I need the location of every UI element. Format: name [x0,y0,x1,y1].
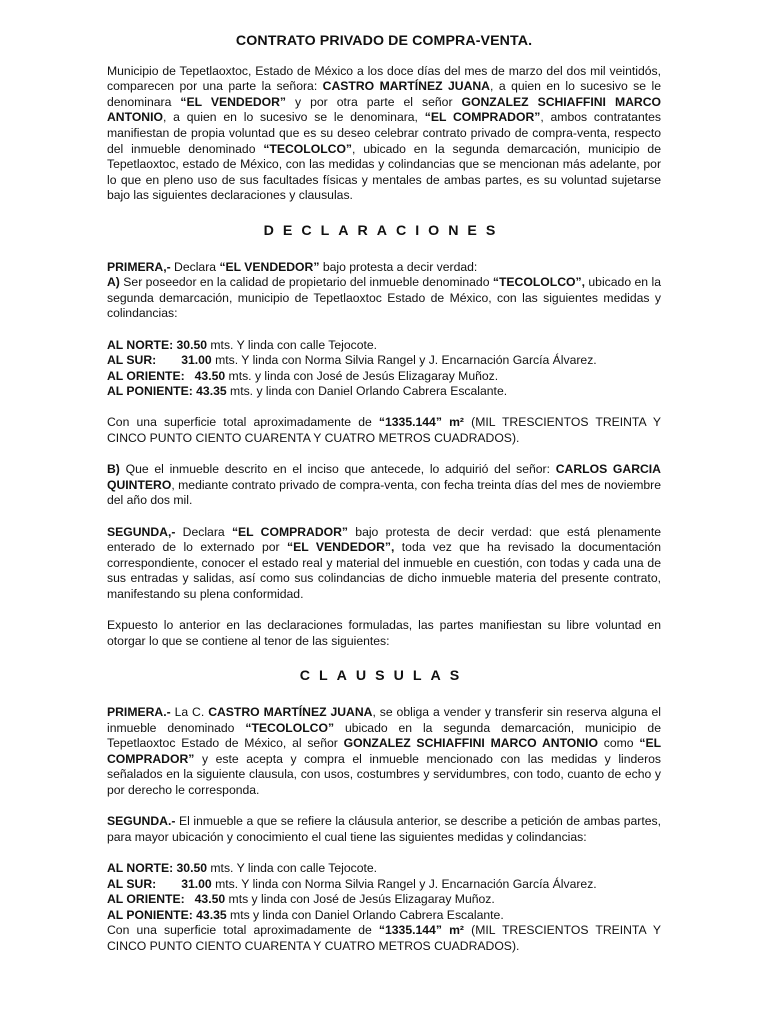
surface-text: Con una superficie total aproximadamente de [107,923,379,938]
measure-label: AL NORTE: 30.50 [107,337,208,352]
clause-text: como [597,736,640,751]
surface-text: Con una superficie total aproximadamente de [107,415,379,430]
measure-label: AL NORTE: 30.50 [107,860,208,875]
seller-name: CASTRO MARTÍNEZ JUANA [208,704,373,719]
property-name: “TECOLOLCO” [245,720,335,735]
clause-text: La C. [170,704,209,719]
expuesto-paragraph: Expuesto lo anterior en las declaraciones formuladas, las partes manifiestan su libre voluntad en otorgar lo que se contiene al tenor de las siguientes: [107,618,661,648]
intro-text: , ubicado en la segunda demarcación, municipio de Tepetlaoxtoc, estado de México, con las medidas y colindancias que se mencionan más adelante, por lo que en pleno uso de sus facultades físicas y mentales de ambas partes, es su voluntad sujetarse bajo las siguientes declaraciones y clausulas. [107,141,661,203]
seller-name: CASTRO MARTÍNEZ JUANA [322,79,490,94]
surface-paragraph-1 [107,415,661,446]
clause-text: y este acepta y compra el inmueble mencionado con las medidas y linderos señalados en la siguiente clausula, con usos, costumbres y servidumbres, con todo, cuanto de echo y por derecho le corresponda. [107,751,661,797]
clause-text: bajo protesta a decir verdad: [319,259,478,274]
document-title: CONTRATO PRIVADO DE COMPRA-VENTA. [235,33,533,49]
declaraciones-heading: DECLARACIONES [263,222,505,239]
measure-sur [107,877,661,893]
clause-label: PRIMERA,- [107,259,171,274]
buyer-name: GONZALEZ SCHIAFFINI MARCO ANTONIO [343,736,598,751]
intro-paragraph [107,64,661,204]
measure-norte [107,861,661,877]
intro-text: , ambos contratantes manifiestan de propia voluntad que es su deseo celebrar contrato privado de compra-venta, respecto del inmueble denominado [107,110,661,156]
measure-text: mts. Y linda con calle Tejocote. [207,337,378,352]
surface-paragraph-2 [107,923,661,954]
declaracion-primera [107,260,661,276]
seller-label: “EL VENDEDOR” [180,94,286,109]
previous-owner-name: CARLOS GARCIA QUINTERO [107,462,661,492]
clause-text: ubicado en la segunda demarcación, municipio de Tepetlaoxtoc Estado de México, al señor [107,720,661,751]
surface-text: (MIL TRESCIENTOS TREINTA Y CINCO PUNTO CIENTO CUARENTA Y CUATRO METROS CUADRADOS). [107,923,661,953]
measure-text: mts y linda con Daniel Orlando Cabrera Escalante. [226,907,504,922]
intro-text: , a quien en lo sucesivo se le denominara [107,79,661,109]
clause-text: Ser poseedor en la calidad de propietario del inmueble denominado [119,275,493,290]
measures-list-2 [107,861,661,923]
measure-label: AL SUR: [107,876,157,891]
measure-label: AL ORIENTE: [107,892,185,907]
clause-text: , se obliga a vender y transferir sin reserva alguna el inmueble denominado [107,704,662,735]
measure-text: mts. Y linda con calle Tejocote. [207,860,378,875]
clausulas-heading: CLAUSULAS [299,668,469,685]
measure-poniente [107,908,661,924]
clausula-segunda [107,814,661,845]
measure-label: AL SUR: [107,353,157,368]
measure-label: AL PONIENTE: 43.35 [107,384,227,399]
measure-value: 43.50 [194,892,226,907]
measure-label: AL PONIENTE: 43.35 [107,907,227,922]
clause-label: SEGUNDA,- [107,524,176,539]
clause-text: toda vez que ha revisado la documentación correspondiente, conocer el estado real y material del inmueble en cuestión, con todas y cada una de sus entradas y salidas, así como sus colindancias de dicho inmueble materia del presente contrato, manifestando su plena conformidad. [107,540,661,601]
declaracion-segunda [107,525,661,603]
measure-label: AL ORIENTE: [107,368,185,383]
intro-text: , a quien en lo sucesivo se le denominara, [162,110,425,125]
measure-value: 31.00 [181,353,212,368]
measure-oriente [107,369,661,385]
measure-poniente [107,384,661,400]
measure-text: mts. Y linda con Norma Silvia Rangel y J. Encarnación García Álvarez. [211,876,597,891]
clause-text: Declara [175,524,232,539]
measure-value: 31.00 [181,876,212,891]
seller-label: “EL VENDEDOR”, [286,540,395,555]
clause-text: El inmueble a que se refiere la cláusula anterior, se describe a petición de ambas partes, para mayor ubicación y conocimiento el cual tiene las siguientes medidas y colindancias: [107,814,661,844]
buyer-label: “EL COMPRADOR” [424,110,541,125]
measure-sur [107,353,661,369]
clause-label: PRIMERA.- [107,704,171,719]
measures-list-1 [107,338,661,400]
item-label: B) [107,462,120,477]
property-name: “TECOLOLCO” [263,141,353,156]
measure-oriente [107,892,661,908]
clause-text: Declara [170,259,220,274]
measure-text: mts y linda con José de Jesús Elizagaray Muñoz. [225,892,495,907]
surface-value: “1335.144” m² [378,923,464,938]
seller-label: “EL VENDEDOR” [219,259,320,274]
buyer-label: “EL COMPRADOR” [107,736,662,766]
measure-norte [107,338,661,354]
intro-text: y por otra parte el señor [286,94,462,109]
measure-value: 43.50 [194,368,226,383]
clause-label: SEGUNDA.- [107,814,176,829]
surface-value: “1335.144” m² [378,415,464,430]
buyer-name: GONZALEZ SCHIAFFINI MARCO ANTONIO [107,94,661,125]
buyer-label: “EL COMPRADOR” [231,524,349,539]
measure-text: mts. y linda con Daniel Orlando Cabrera Escalante. [226,384,508,399]
declaracion-b [107,462,661,509]
clause-text: Que el inmueble descrito en el inciso que antecede, lo adquirió del señor: [119,462,556,477]
item-label: A) [107,275,120,290]
clausula-primera [107,705,661,799]
surface-text: (MIL TRESCIENTOS TREINTA Y CINCO PUNTO CIENTO CUARENTA Y CUATRO METROS CUADRADOS). [107,415,661,446]
clause-text: ubicado en la segunda demarcación, municipio de Tepetlaoxtoc Estado de México, con las siguientes medidas y colindancias: [107,275,661,321]
property-name: “TECOLOLCO”, [492,275,585,290]
clause-text: bajo protesta de decir verdad: que está plenamente enterado de lo externado por [107,524,661,555]
intro-text: Municipio de Tepetlaoxtoc, Estado de México a los doce días del mes de marzo del dos mil veintidós, comparecen por una parte la señora: [107,63,661,94]
declaracion-a [107,275,661,322]
measure-text: mts. y linda con José de Jesús Elizagaray Muñoz. [225,368,499,383]
clause-text: , mediante contrato privado de compra-venta, con fecha treinta días del mes de noviembre del año dos mil. [107,477,661,508]
measure-text: mts. Y linda con Norma Silvia Rangel y J. Encarnación García Álvarez. [211,353,597,368]
